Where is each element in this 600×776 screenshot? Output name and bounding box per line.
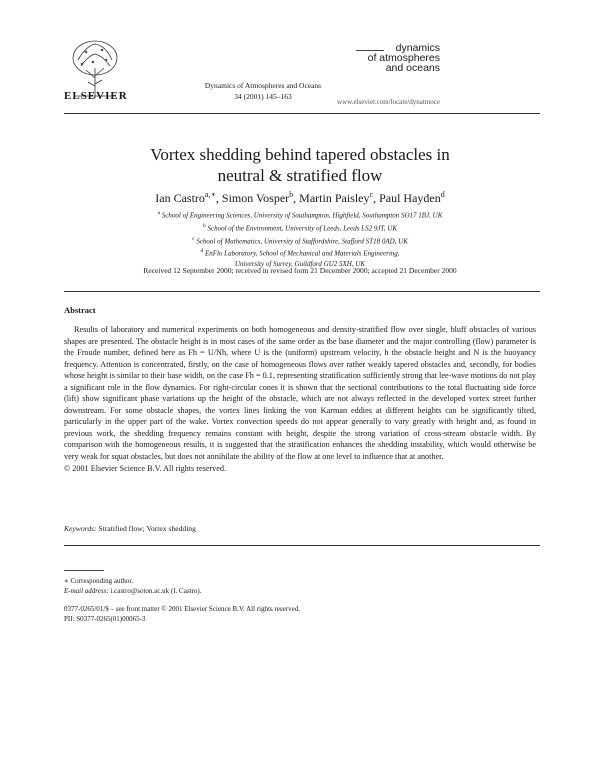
journal-name: Dynamics of Atmospheres and Oceans [204,81,322,90]
author: Martin Paisley$^c$, [299,190,380,205]
footnote-rule [64,570,104,571]
affiliation: $^d$ EnFlo Laboratory, School of Mechanical and Materials Engineering, [200,248,400,258]
paper-title-line-2: neutral & stratified flow [217,166,383,185]
affiliation: $^b$ School of the Environment, University of Leeds, Leeds LS2 9JT, UK [202,222,398,233]
publisher-name: ELSEVIER [64,90,128,102]
keywords-label: Keywords: [64,524,97,533]
journal-url[interactable]: www.elsevier.com/locate/dynatmoce [337,98,440,106]
author-list [64,190,536,206]
email-note [64,586,201,596]
keywords-list: Stratified flow; Vortex shedding [98,524,196,533]
abstract-text: Results of laboratory and numerical experiments on both homogeneous and density-stratified flow over single, bluff obstacles of various shapes are presented. The obstacle height is in most cases of the same order as the base diameter and the major controlling (flow) parameter is the Froude number, defined here as Fh = U/Nh, where U is the (uniform) upstream velocity, h the obstacle height and N is the buoyancy frequency. Attention is concentrated, firstly, on the case of homogeneous flows over rather weakly tapered obstacles and, secondly, for bodies whose height is similar to their base width, on the case Fh = 0.1, representing stratification sufficiently strong that lee-wave motions do not play a significant role in the flow dynamics. For right-circular cones it is shown that the sectional contributions to the total fluctuating side force (lift) show significant phase variations up the height of the obstacle, which are not always reflected in the developed vortex street further downstream. For some obstacle shapes, the vortex lines linking the von Karman eddies at different heights can be significantly tilted, particularly in the upper part of the wake. Vortex convection speeds do not appear generally to vary greatly with height and, as found in previous work, the shedding frequency remains constant with height, despite the strong variation of cross-stream obstacle width. By comparison with the homogeneous results, it is suggested that the stratification enhances the shedding instability, which would otherwise be very weak for squat obstacles, but does not annihilate the ability of the flow at one level to influence that at another. [64,325,536,462]
affiliation: University of Surrey, Guildford GU2 5XH, UK [234,260,366,269]
keywords [64,524,536,533]
email-address[interactable]: i.castro@soton.ac.uk (I. Castro). [110,587,202,595]
journal-logo [338,43,440,73]
footnote [64,576,201,596]
journal-logo-line-1: dynamics [395,42,440,54]
publication-info [64,605,300,624]
pii-line: PII: S0377-0265(01)00065-3 [64,614,146,623]
abstract-body [64,324,536,474]
email-label: E-mail address: [64,587,109,595]
author: Ian Castro$^{a,∗}$, [155,190,222,205]
paper-title [64,144,536,186]
abstract-divider-top [64,291,540,292]
affiliation: $^a$ School of Engineering Sciences, University of Southampton, Highfield, Southampton SO17 1BJ, UK [157,210,443,220]
received-dates: Received 12 September 2000; received in revised form 21 December 2000; accepted 21 December 2000 [143,266,457,275]
author: Paul Hayden$^d$ [379,190,445,205]
corresponding-author-note: ∗ Corresponding author. [64,577,134,585]
journal-issue: 34 (2001) 145–163 [234,92,292,101]
journal-logo-line-2: of atmospheres [367,52,440,64]
journal-logo-line-3: and oceans [385,62,440,74]
abstract-divider-bottom [64,545,540,546]
abstract-copyright: © 2001 Elsevier Science B.V. All rights reserved. [64,463,227,473]
affiliation: $^c$ School of Mathematics, University of Staffordshire, Stafford ST18 0AD, UK [192,235,408,245]
author: Simon Vosper$^b$, [221,190,300,205]
issn-line: 0377-0265/01/$ – see front matter © 2001 Elsevier Science B.V. All rights reserved. [64,605,300,613]
paper-title-line-1: Vortex shedding behind tapered obstacles in [150,145,450,164]
abstract-heading: Abstract [64,305,96,315]
header-divider [64,113,540,114]
affiliation-list [64,208,536,270]
